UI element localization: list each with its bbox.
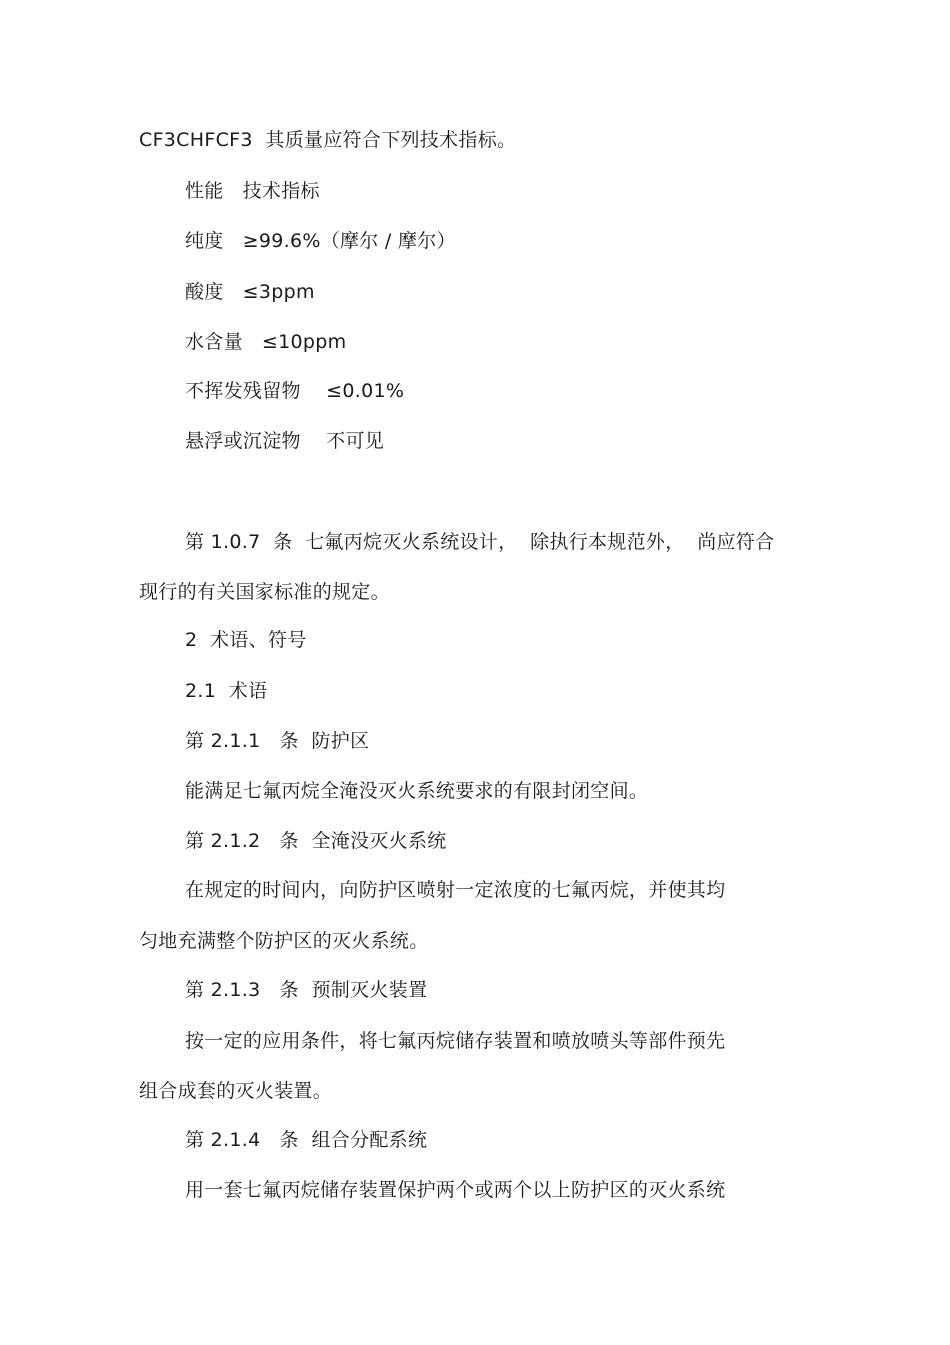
- spec-suspended-line: 悬浮或沉淀物 不可见: [185, 430, 385, 452]
- text-line: 在规定的时间内，向防护区喷射一定浓度的七氟丙烷，并使其均: [185, 879, 726, 901]
- clause-2-1-2: 第 2.1.2 条 全淹没灭火系统: [185, 830, 447, 852]
- spec-residue-line: 不挥发残留物 ≤0.01%: [185, 380, 405, 402]
- text-line: CF3CHFCF3 其质量应符合下列技术指标。: [139, 129, 517, 151]
- text-line: 按一定的应用条件，将七氟丙烷储存装置和喷放喷头等部件预先: [185, 1030, 726, 1052]
- text-line: 组合成套的灭火装置。: [139, 1080, 333, 1102]
- spec-water-line: 水含量 ≤10ppm: [185, 331, 347, 353]
- text-line: 用一套七氟丙烷储存装置保护两个或两个以上防护区的灭火系统: [185, 1179, 726, 1201]
- section-heading: 2.1 术语: [185, 680, 268, 702]
- clause-2-1-1: 第 2.1.1 条 防护区: [185, 730, 370, 752]
- spec-purity-line: 纯度 ≥99.6%（摩尔 / 摩尔）: [185, 230, 456, 252]
- clause-2-1-3: 第 2.1.3 条 预制灭火装置: [185, 979, 428, 1001]
- clause-1-0-7: 第 1.0.7 条 七氟丙烷灭火系统设计， 除执行本规范外， 尚应符合: [185, 531, 775, 553]
- chapter-heading: 2 术语、符号: [185, 629, 307, 651]
- text-line: 匀地充满整个防护区的灭火系统。: [139, 930, 429, 952]
- table-header-line: 性能 技术指标: [185, 180, 320, 202]
- spec-acidity-line: 酸度 ≤3ppm: [185, 281, 315, 303]
- text-line: 现行的有关国家标准的规定。: [139, 581, 390, 603]
- text-line: 能满足七氟丙烷全淹没灭火系统要求的有限封闭空间。: [185, 780, 649, 802]
- clause-2-1-4: 第 2.1.4 条 组合分配系统: [185, 1129, 428, 1151]
